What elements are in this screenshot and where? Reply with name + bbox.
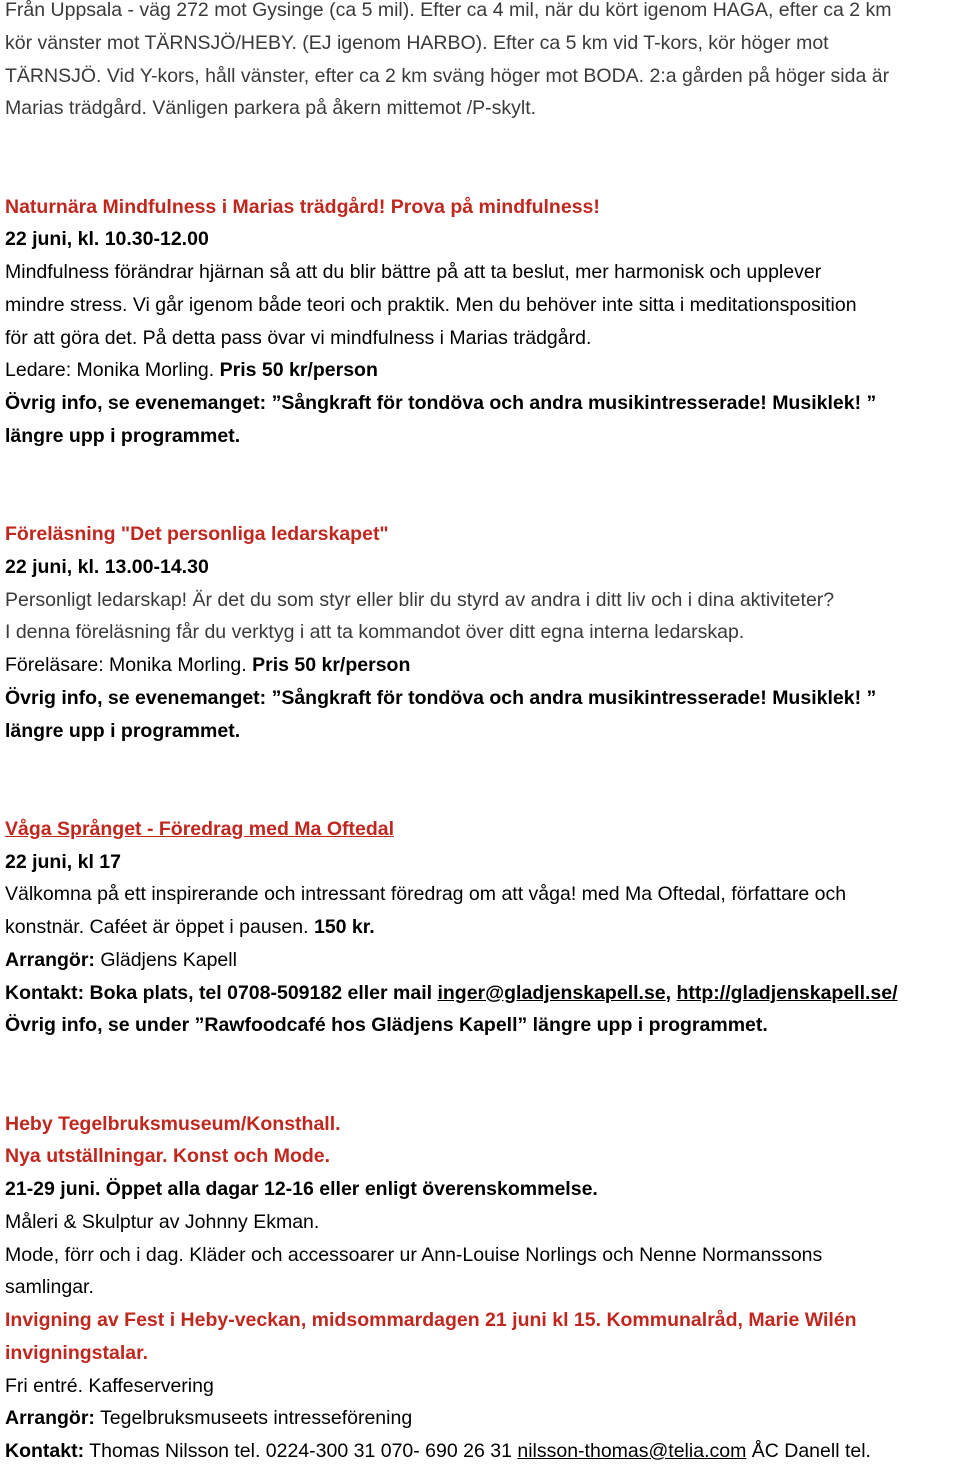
contact-text: Thomas Nilsson tel. 0224-300 31 070- 690 26 31 [89,1440,512,1462]
event-description: Måleri & Skulptur av Johnny Ekman. [5,1210,320,1233]
event-info: Övrig info, se evenemanget: ”Sångkraft för tondöva och andra musikintresserade! Musiklek! ” [5,392,877,414]
event-price: Pris 50 kr/person [252,654,411,676]
event-leader: Ledare: Monika Morling. [5,359,215,382]
directions-line: Marias trädgård. Vänligen parkera på åkern mittemot /P-skylt. [5,97,537,120]
event-organizer-line [5,944,957,977]
event-description: Personligt ledarskap! Är det du som styr eller blir du styrd av andra i ditt liv och i dina aktiviteter? [5,588,835,611]
event-description: konstnär. Caféet är öppet i pausen. [5,916,309,938]
event-description: mindre stress. Vi går igenom både teori och praktik. Men du behöver inte sitta i meditationsposition [5,293,857,316]
contact-email-link[interactable]: nilsson-thomas@telia.com [517,1440,747,1462]
contact-separator: , [665,981,672,1004]
event-description: för att göra det. På detta pass övar vi mindfulness i Marias trädgård. [5,326,592,349]
event-leader: Föreläsare: Monika Morling. [5,654,247,676]
event-description: Mindfulness förändrar hjärnan så att du blir bättre på att ta beslut, mer harmonisk och upplever [5,261,822,283]
event-description: I denna föreläsning får du verktyg i att ta kommandot över ditt egna interna ledarskap. [5,621,745,644]
event-info: längre upp i programmet. [5,719,241,742]
event-price: 150 kr. [313,916,375,938]
contact-text: Kontakt: Boka plats, tel 0708-509182 eller mail [5,981,433,1004]
event-leader-line [5,649,957,682]
event-date: 22 juni, kl 17 [5,850,121,873]
event-description: Mode, förr och i dag. Kläder och accessoarer ur Ann-Louise Norlings och Nenne Normanssons [5,1243,823,1266]
event-extra: Fri entré. Kaffeservering [5,1374,214,1397]
organizer-label: Arrangör: [5,948,95,971]
organizer-label: Arrangör: [5,1407,95,1430]
event-organizer-line [5,1402,957,1435]
event-description-line [5,911,957,944]
event-subtitle: Nya utställningar. Konst och Mode. [5,1145,331,1168]
event-description: samlingar. [5,1276,94,1299]
event-title: Föreläsning "Det personliga ledarskapet" [5,523,389,545]
directions-line: Från Uppsala - väg 272 mot Gysinge (ca 5 mil). Efter ca 4 mil, när du kört igenom HAGA, efter ca 2 km [5,0,892,21]
contact-tail: ÅC Danell tel. [751,1440,871,1462]
event-date: 22 juni, kl. 10.30-12.00 [5,228,209,251]
event-date: 21-29 juni. Öppet alla dagar 12-16 eller enligt överenskommelse. [5,1178,598,1200]
event-info: Övrig info, se evenemanget: ”Sångkraft för tondöva och andra musikintresserade! Musiklek! ” [5,686,877,709]
directions-line: kör vänster mot TÄRNSJÖ/HEBY. (EJ igenom HARBO). Efter ca 5 km vid T-kors, kör höger mot [5,31,829,54]
event-description: Välkomna på ett inspirerande och intressant föredrag om att våga! med Ma Oftedal, författare och [5,883,847,906]
directions-line: TÄRNSJÖ. Vid Y-kors, håll vänster, efter ca 2 km sväng höger mot BODA. 2:a gården på höger sida är [5,64,890,87]
contact-email-link[interactable]: inger@gladjenskapell.se [437,981,666,1004]
event-opening: invigningstalar. [5,1341,149,1364]
event-opening: Invigning av Fest i Heby-veckan, midsommardagen 21 juni kl 15. Kommunalråd, Marie Wilén [5,1309,857,1331]
event-title: Heby Tegelbruksmuseum/Konsthall. [5,1112,341,1135]
event-organizer: Tegelbruksmuseets intresseförening [100,1407,413,1430]
document-page [5,0,957,1468]
event-leader-line [5,354,957,387]
event-info: längre upp i programmet. [5,424,241,447]
contact-url-link[interactable]: http://gladjenskapell.se/ [676,981,898,1004]
event-info: Övrig info, se under ”Rawfoodcafé hos Glädjens Kapell” längre upp i programmet. [5,1014,768,1037]
event-contact-line [5,1435,957,1468]
contact-label: Kontakt: [5,1440,85,1462]
event-title: Naturnära Mindfulness i Marias trädgård! Prova på mindfulness! [5,195,600,218]
event-contact-line [5,977,957,1010]
event-organizer: Glädjens Kapell [100,948,237,971]
event-price: Pris 50 kr/person [219,359,378,382]
event-date: 22 juni, kl. 13.00-14.30 [5,555,209,578]
event-title: Våga Språnget - Föredrag med Ma Oftedal [5,817,394,840]
